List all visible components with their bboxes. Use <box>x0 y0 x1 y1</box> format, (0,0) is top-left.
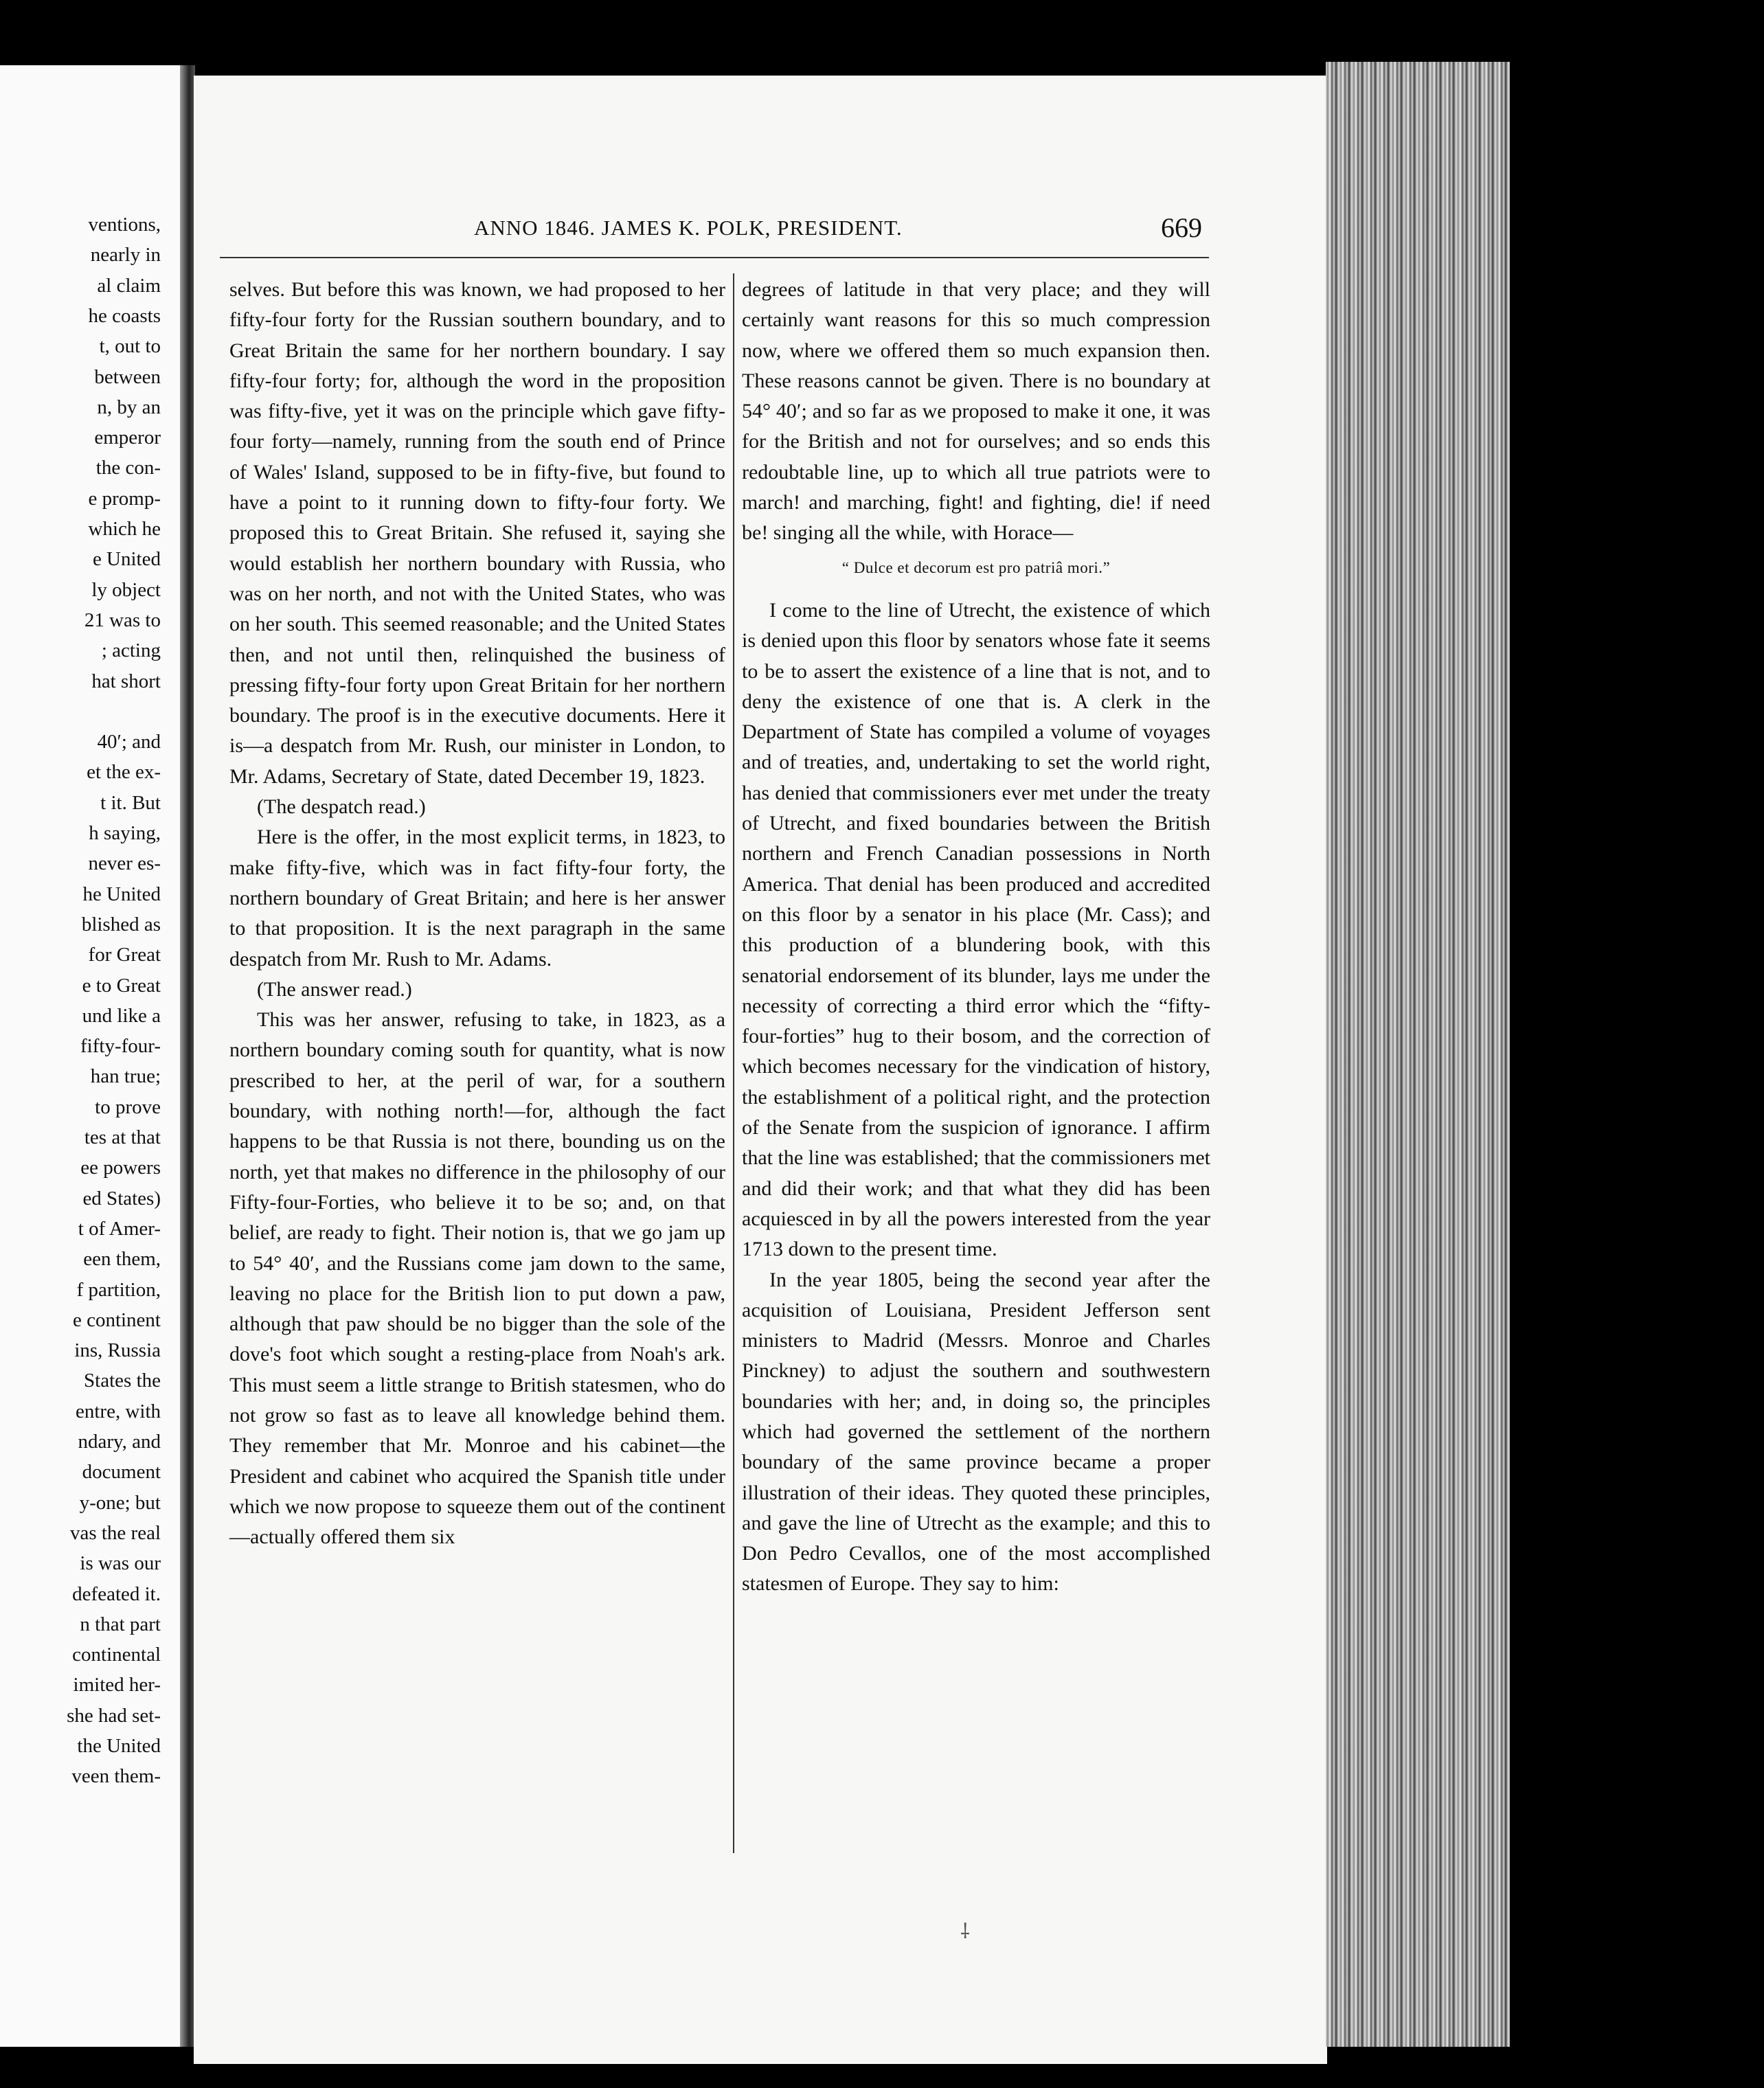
left-page-line: veen them- <box>71 1765 161 1788</box>
left-page-line: which he <box>88 518 161 540</box>
text-column-left <box>229 275 725 1552</box>
left-page-line: 40′; and <box>97 731 161 753</box>
left-page-line: ndary, and <box>78 1431 161 1453</box>
paragraph: In the year 1805, being the second year after the acquisition of Louisiana, President Jefferson sent ministers to Madrid (Messrs. Monroe and Charles Pinckney) to adjust the southern and southwestern boundaries with her; and, in doing so, the principles which had governed the settlement of the northern boundary of the same province became a proper illustration of their ideas. They quoted these principles, and gave the line of Utrecht as the example; and this to Don Pedro Cevallos, one of the most accomplished statesmen of Europe. They say to him: <box>742 1268 1210 1596</box>
left-page-line: t of Amer- <box>78 1217 161 1240</box>
scan-mark: ⸸ <box>960 1920 971 1943</box>
left-page-line: han true; <box>90 1065 161 1088</box>
left-page-line: for Great <box>88 944 161 966</box>
left-page-line: t, out to <box>99 335 161 358</box>
left-page-line: defeated it. <box>72 1582 161 1605</box>
left-page-line: she had set- <box>67 1704 161 1727</box>
left-page-line: the con- <box>95 457 161 479</box>
left-page-line: entre, with <box>75 1400 161 1422</box>
left-page-line: is was our <box>80 1552 161 1575</box>
left-page-line: e United <box>92 548 161 571</box>
left-page-line: ee powers <box>80 1157 161 1179</box>
left-page-line: n, by an <box>97 396 161 418</box>
paragraph: selves. But before this was known, we had proposed to her fifty-four forty for the Russian southern boundary, and to Great Britain the same for her northern boundary. I say fifty-four forty; for, although the word in the proposition was fifty-five, yet it was on the principle which gave fifty-four forty—namely, running from the south end of Prince of Wales' Island, supposed to be in fifty-five, but found to have a point to it running down to fifty-four forty. We proposed this to Great Britain. She refused it, saying she would establish her northern boundary with Russia, who was on her north, and not with the United States, who was on her south. This seemed reasonable; and the United States then, and not until then, relinquished the business of pressing fifty-four forty upon Great Britain for her northern boundary. The proof is in the executive documents. Here it is—a despatch from Mr. Rush, our minister in London, to Mr. Adams, Secretary of State, dated December 19, 1823. <box>229 278 725 788</box>
left-page-line: he coasts <box>88 304 161 327</box>
left-page-line: tes at that <box>84 1126 161 1148</box>
left-page-line: t it. But <box>100 791 161 814</box>
left-page-line: hat short <box>91 670 161 692</box>
left-page-line: e promp- <box>88 487 161 510</box>
left-page-line: al claim <box>97 274 161 297</box>
left-page-line: ; acting <box>101 639 161 662</box>
left-page-line: y-one; but <box>79 1491 161 1514</box>
left-page-line: emperor <box>94 427 161 449</box>
left-page-line: continental <box>72 1644 161 1666</box>
left-page-line: een them, <box>83 1248 161 1271</box>
paragraph: I come to the line of Utrecht, the existence of which is denied upon this floor by senators whose fate it seems to be to assert the existence of a line that is not, and to deny the existence of one that is. A clerk in the Department of State has compiled a volume of voyages and of treaties, and, undertaking to set the world right, has denied that commissioners ever met under the treaty of Utrecht, and fixed boundaries between the British northern and French Canadian possessions in North America. That denial has been produced and accredited on this floor by a senator in his place (Mr. Cass); and this production of a blundering book, with this senatorial endorsement of its blunder, lays me under the necessity of correcting a third error which the “fifty-four-forties” hug to their bosom, and the correction of which becomes necessary for the vindication of history, the establishment of a political right, and the protection of the Senate from the suspicion of ignorance. I affirm that the line was established; that the commissioners met and did their work; and that what they did has been acquiesced in by all the powers interested from the year 1713 down to the present time. <box>742 598 1210 1261</box>
text-column-right <box>742 275 1210 1600</box>
running-header <box>474 212 1202 247</box>
left-page-line: between <box>94 365 161 388</box>
left-page-line: 21 was to <box>84 609 161 631</box>
left-page-line: vas the real <box>69 1521 161 1544</box>
left-page-line: ins, Russia <box>74 1339 161 1362</box>
left-page-line: he United <box>82 883 161 905</box>
left-facing-page <box>0 65 184 2047</box>
column-divider <box>733 273 734 1853</box>
left-page-line: et the ex- <box>87 761 161 784</box>
left-page-line: und like a <box>82 1004 161 1027</box>
page-number: 669 <box>1161 212 1202 243</box>
left-page-line: h saying, <box>89 822 161 844</box>
paragraph: This was her answer, refusing to take, in 1823, as a northern boundary coming south for quantity, what is now prescribed to her, at the peril of war, for a southern boundary, with nothing north!—for, although the fact happens to be that Russia is not there, bounding us on the north, yet that makes no difference in the philosophy of our Fifty-four-Forties, who believe it to be so; and, on that belief, are ready to fight. Their notion is, that we go jam up to 54° 40′, and the Russians come jam down to the same, leaving no place for the British lion to put down a paw, although that paw should be no bigger than the sole of the dove's foot which sought a resting-place from Noah's ark. This must seem a little strange to British statesmen, who do not grow so fast as to leave all knowledge behind them. They remember that Mr. Monroe and his cabinet—the President and cabinet who acquired the Spanish title under which we now propose to squeeze them out of the continent—actually offered them six <box>229 1008 725 1549</box>
left-page-line: n that part <box>80 1613 161 1635</box>
left-page-line: never es- <box>88 852 161 875</box>
latin-quotation: “ Dulce et decorum est pro patriâ mori.” <box>841 558 1111 576</box>
left-page-line: States the <box>84 1370 161 1392</box>
left-page-line: nearly in <box>90 244 161 266</box>
running-title: ANNO 1846. JAMES K. POLK, PRESIDENT. <box>474 216 903 240</box>
left-page-line: ly object <box>91 578 161 601</box>
page-edges <box>1326 62 1510 2047</box>
left-page-line: ed States) <box>82 1187 161 1210</box>
paragraph: (The answer read.) <box>257 977 412 1001</box>
paragraph: degrees of latitude in that very place; and they will certainly want reasons for this so much compression now, where we offered them so much expansion then. These reasons cannot be given. There is no boundary at 54° 40′; and so far as we proposed to make it one, it was for the British and not for ourselves; and so ends this redoubtable line, up to which all true patriots were to march! and marching, fight! and fighting, die! if need be! singing all the while, with Horace— <box>742 278 1210 545</box>
left-page-line: document <box>82 1461 161 1484</box>
paragraph: Here is the offer, in the most explicit terms, in 1823, to make fifty-five, which was in fact fifty-four forty, the northern boundary of Great Britain; and here is her answer to that proposition. It is the next paragraph in the same despatch from Mr. Rush to Mr. Adams. <box>229 826 725 971</box>
header-rule <box>220 257 1209 258</box>
left-page-line: the United <box>77 1735 161 1757</box>
left-page-line: blished as <box>81 913 161 935</box>
left-page-line: imited her- <box>73 1674 161 1696</box>
left-page-line: f partition, <box>76 1278 161 1301</box>
left-page-line: fifty-four- <box>80 1035 161 1058</box>
paragraph: (The despatch read.) <box>257 795 426 819</box>
left-page-line: e continent <box>72 1308 161 1331</box>
left-page-line: e to Great <box>82 974 161 997</box>
left-page-line: ventions, <box>88 214 161 236</box>
book-gutter <box>180 65 195 2047</box>
left-page-line: to prove <box>95 1096 161 1118</box>
